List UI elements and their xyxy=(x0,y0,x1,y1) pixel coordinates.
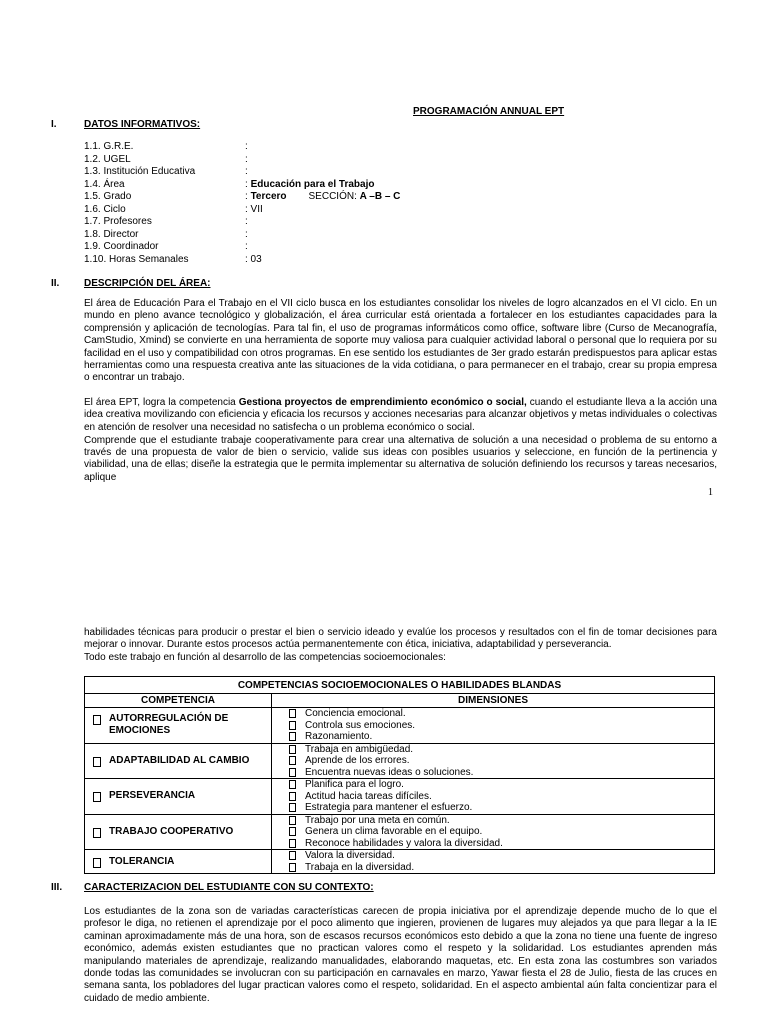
description-paragraph-1: El área de Educación Para el Trabajo en el VII ciclo busca en los estudiantes consolidar los niveles de logro alcanzados en el VI ciclo. En un mundo en pleno avance tecnológico y globalización, el área curricular está orientada a fortalecer en los estudiantes capacidades para la comprensión y aplicación de tecnologías. Para tal fin, el uso de programas informáticos como office, software libre (Curso de Mecanografía, CamStudio, Xmind) se convierte en una herramienta de soporte muy valiosa para cualquier actividad laboral o personal que lo requiera por su facilidad en el uso y compatibilidad con otros programas. En ese sentido los estudiantes de 3er grado estarán predispuestos para aplicar estas herramientas como una respuesta creativa ante las situaciones de la vida cotidiana, o para permanecer en el trabajo, crear su propia empresa o encontrar un trabajo. xyxy=(84,298,717,384)
column-header-competencia: COMPETENCIA xyxy=(85,694,272,708)
info-value: : xyxy=(245,153,248,165)
list-item xyxy=(289,838,714,850)
info-label: 1.5. Grado xyxy=(84,191,132,202)
info-value xyxy=(245,179,375,191)
list-item xyxy=(289,802,714,814)
description-paragraph-4: habilidades técnicas para producir o prestar el bien o servicio ideado y evalúe los procesos y resultados con el fin de tomar decisiones para mejorar o innovar. Durante estos procesos actúa permanentemente con ética, iniciativa, adaptabilidad y perseverancia. xyxy=(84,627,717,651)
competencia-name: AUTORREGULACIÓN DE EMOCIONES xyxy=(109,713,229,737)
checkbox-bullet-icon xyxy=(289,768,296,777)
info-row-grado xyxy=(84,191,684,203)
dimensiones-cell xyxy=(272,743,715,779)
competencia-cell xyxy=(85,743,272,779)
table-title: COMPETENCIAS SOCIOEMOCIONALES O HABILIDADES BLANDAS xyxy=(85,677,715,694)
info-row-gre xyxy=(84,141,684,153)
info-row-ciclo xyxy=(84,204,684,216)
competencies-table xyxy=(84,676,715,874)
dimension-text: Trabaja en la diversidad. xyxy=(305,861,415,873)
description-text: cuando el estudiante lleva a la acción una idea creativa movilizando con eficiencia y eficacia los recursos y acciones necesarias para alcanzar objetivos y metas individuales o colectivas en atención de resolver una necesidad no satisfecha o un problema económico o social. xyxy=(84,397,717,433)
checkbox-bullet-icon xyxy=(289,745,296,754)
table-header-row xyxy=(85,694,715,708)
checkbox-bullet-icon xyxy=(289,863,296,872)
checkbox-bullet-icon xyxy=(289,732,296,741)
list-item xyxy=(289,779,714,791)
list-item xyxy=(289,720,714,732)
info-label: 1.1. G.R.E. xyxy=(84,141,134,152)
description-text: El área EPT, logra la competencia xyxy=(84,397,239,408)
info-label: 1.7. Profesores xyxy=(84,216,152,227)
dimension-text: Controla sus emociones. xyxy=(305,719,416,731)
info-value: : VII xyxy=(245,203,263,215)
table-row xyxy=(85,850,715,874)
info-value: : xyxy=(245,241,248,252)
info-label: 1.2. UGEL xyxy=(84,153,131,165)
info-value: : 03 xyxy=(245,253,262,265)
list-item xyxy=(289,862,714,874)
info-row-director xyxy=(84,229,684,241)
checkbox-bullet-icon xyxy=(289,827,296,836)
dimensiones-cell xyxy=(272,708,715,744)
checkbox-bullet-icon xyxy=(289,851,296,860)
info-value: : xyxy=(245,216,248,227)
list-item xyxy=(289,731,714,743)
info-label: 1.10. Horas Semanales xyxy=(84,253,189,265)
dimensiones-cell xyxy=(272,814,715,850)
info-row-horas xyxy=(84,254,684,266)
info-row-area xyxy=(84,179,684,191)
document-title: PROGRAMACIÓN ANNUAL EPT xyxy=(413,106,565,117)
competencia-name: TRABAJO COOPERATIVO xyxy=(109,825,234,837)
checkbox-bullet-icon xyxy=(93,828,101,838)
section-2-title: DESCRIPCIÓN DEL ÁREA: xyxy=(84,278,211,289)
dimension-text: Trabajo por una meta en común. xyxy=(305,814,450,826)
column-header-dimensiones: DIMENSIONES xyxy=(272,694,715,708)
table-row xyxy=(85,814,715,850)
checkbox-bullet-icon xyxy=(289,709,296,718)
info-label: 1.9. Coordinador xyxy=(84,241,159,252)
dimension-text: Genera un clima favorable en el equipo. xyxy=(305,826,483,837)
dimension-text: Valora la diversidad. xyxy=(305,850,395,861)
seccion-label: SECCIÓN: xyxy=(308,191,360,202)
dimension-text: Estrategia para mantener el esfuerzo. xyxy=(305,802,473,813)
seccion-value: A –B – C xyxy=(359,191,401,202)
section-2-number: II. xyxy=(51,278,60,289)
dimensiones-cell xyxy=(272,779,715,815)
table-title-row xyxy=(85,677,715,694)
section-3-number: III. xyxy=(51,882,63,893)
checkbox-bullet-icon xyxy=(289,839,296,848)
info-label: 1.6. Ciclo xyxy=(84,203,126,215)
competencia-cell xyxy=(85,850,272,874)
checkbox-bullet-icon xyxy=(289,803,296,812)
list-item xyxy=(289,815,714,827)
list-item xyxy=(289,791,714,803)
grado-value: Tercero xyxy=(250,191,287,202)
dimension-text: Planifica para el logro. xyxy=(305,779,404,790)
checkbox-bullet-icon xyxy=(289,721,296,730)
list-item xyxy=(289,767,714,779)
competencia-name: TOLERANCIA xyxy=(109,855,175,867)
description-paragraph-3: Comprende que el estudiante trabaje cooperativamente para crear una alternativa de solución a una necesidad o problema de su entorno a través de una propuesta de valor de bien o servicio, valide sus ideas con posibles usuarios y seleccione, en función de la pertinencia y viabilidad, una de ellas; diseñe la estrategia que le permita implementar su alternativa de solución definiendo los recursos y tareas necesarios, aplique xyxy=(84,434,717,483)
list-item xyxy=(289,708,714,720)
section-3-title: CARACTERIZACION DEL ESTUDIANTE CON SU CONTEXTO: xyxy=(84,882,374,893)
table-row xyxy=(85,779,715,815)
checkbox-bullet-icon xyxy=(93,757,101,767)
dimensiones-cell xyxy=(272,850,715,874)
description-paragraph-5: Todo este trabajo en función al desarrollo de las competencias socioemocionales: xyxy=(84,652,446,663)
info-value: : xyxy=(245,228,248,240)
dimension-text: Trabaja en ambigüedad. xyxy=(305,743,414,755)
dimension-text: Reconoce habilidades y valora la diversidad. xyxy=(305,837,503,849)
page-number: 1 xyxy=(708,487,713,498)
checkbox-bullet-icon xyxy=(289,792,296,801)
info-row-ugel xyxy=(84,154,684,166)
checkbox-bullet-icon xyxy=(93,792,101,802)
section-1-number: I. xyxy=(51,119,57,130)
competencia-name: ADAPTABILIDAD AL CAMBIO xyxy=(109,754,250,766)
competencia-cell xyxy=(85,814,272,850)
checkbox-bullet-icon xyxy=(289,756,296,765)
list-item xyxy=(289,826,714,838)
dimension-text: Conciencia emocional. xyxy=(305,708,406,719)
checkbox-bullet-icon xyxy=(93,715,101,725)
area-name: Educación para el Trabajo xyxy=(250,178,375,190)
competency-name: Gestiona proyectos de emprendimiento económico o social, xyxy=(238,397,527,408)
dimension-text: Aprende de los errores. xyxy=(305,755,410,766)
checkbox-bullet-icon xyxy=(93,858,101,868)
info-label: 1.3. Institución Educativa xyxy=(84,166,196,177)
info-value-prefix: : xyxy=(245,178,251,190)
context-paragraph: Los estudiantes de la zona son de variadas características carecen de propia iniciativa por el aprendizaje depende mucho de lo que el profesor le diga, no retienen el aprendizaje por el poco alimento que ingieren, provienen de lugares muy alejados ya que para llegar a la IE caminan aproximadamente más de una hora, son de escasos recursos económicos esto debido a que la zona no tiene una fuente de ingreso económico, además existen estudiantes que no practican valores como el respeto y la solidaridad. Los estudiantes aprenden más manipulando materiales de aprendizaje, realizando manualidades, elaborando maquetas, etc. En esta zona las costumbres son variados donde todas las comunidades se involucran con su participación en carnavales en marzo, Yawar fiesta el 28 de Julio, fiesta de las cruces en semana santa, los pobladores del lugar practican valores como el respeto, solidaridad. En el aspecto ambiental aún falta concientizar para el cuidado de medio ambiente. xyxy=(84,906,717,1004)
list-item xyxy=(289,755,714,767)
checkbox-bullet-icon xyxy=(289,816,296,825)
table-row xyxy=(85,708,715,744)
competencia-cell xyxy=(85,779,272,815)
info-row-institucion xyxy=(84,166,684,178)
checkbox-bullet-icon xyxy=(289,780,296,789)
competencia-name: PERSEVERANCIA xyxy=(109,790,196,802)
dimension-text: Actitud hacia tareas difíciles. xyxy=(305,790,432,802)
dimension-text: Encuentra nuevas ideas o soluciones. xyxy=(305,766,474,778)
list-item xyxy=(289,744,714,756)
info-value: : xyxy=(245,141,248,152)
info-row-coordinador xyxy=(84,241,684,253)
section-1-title: DATOS INFORMATIVOS: xyxy=(84,119,201,130)
info-label: 1.8. Director xyxy=(84,228,139,240)
competencia-cell xyxy=(85,708,272,744)
info-value: : xyxy=(245,166,248,177)
list-item xyxy=(289,850,714,862)
info-row-profesores xyxy=(84,216,684,228)
description-paragraph-2 xyxy=(84,397,717,434)
info-value-prefix: : xyxy=(245,191,251,202)
info-value xyxy=(245,191,400,203)
dimension-text: Razonamiento. xyxy=(305,731,373,742)
table-row xyxy=(85,743,715,779)
info-label: 1.4. Área xyxy=(84,178,125,190)
